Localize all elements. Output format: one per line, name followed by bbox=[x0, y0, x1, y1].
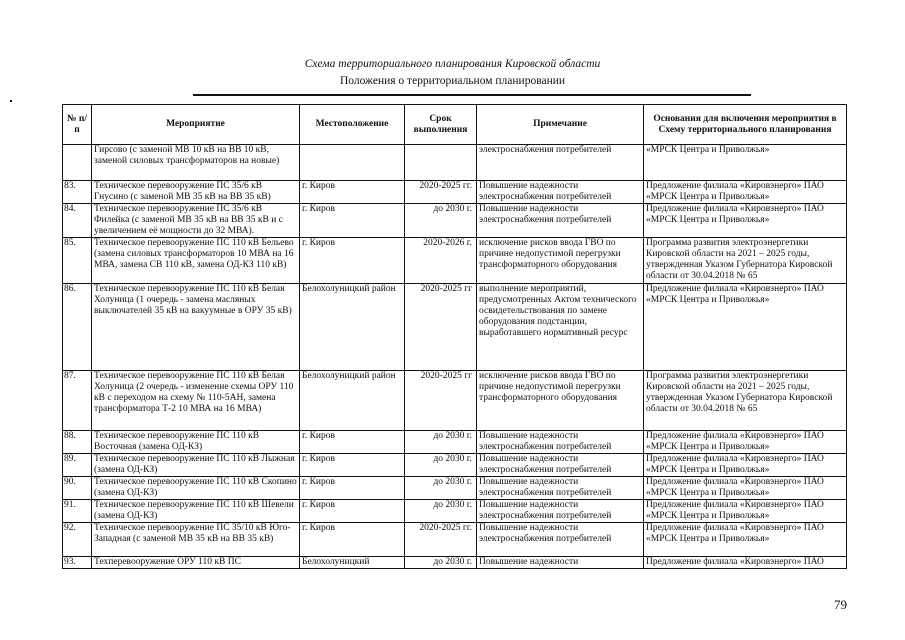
cell-note: Повышение надежности электроснабжения потребителей bbox=[477, 454, 644, 477]
cell-num: 93. bbox=[63, 557, 92, 569]
cell-term: до 2030 г. bbox=[405, 454, 477, 477]
cell-note: Повышение надежности электроснабжения потребителей bbox=[477, 431, 644, 454]
col-header-term: Срок выполнения bbox=[405, 105, 477, 145]
cell-event: Техническое перевооружение ПС 110 кВ Восточная (замена ОД-КЗ) bbox=[92, 431, 300, 454]
cell-term bbox=[405, 145, 477, 181]
cell-basis: Предложение филиала «Кировэнерго» ПАО «МРСК Центра и Приволжья» bbox=[644, 477, 847, 500]
col-header-event: Мероприятие bbox=[92, 105, 300, 145]
cell-basis: Предложение филиала «Кировэнерго» ПАО «МРСК Центра и Приволжья» bbox=[644, 500, 847, 523]
table-body bbox=[63, 145, 847, 569]
document-title: Схема территориального планирования Кировской области bbox=[304, 58, 601, 70]
cell-location: г. Киров bbox=[300, 523, 405, 557]
cell-event: Техперевооружение ОРУ 110 кВ ПС bbox=[92, 557, 300, 569]
cell-basis: Предложение филиала «Кировэнерго» ПАО «МРСК Центра и Приволжья» bbox=[644, 204, 847, 238]
cell-location: г. Киров bbox=[300, 238, 405, 284]
cell-basis: «МРСК Центра и Приволжья» bbox=[644, 145, 847, 181]
cell-note: Повышение надежности электроснабжения потребителей bbox=[477, 477, 644, 500]
table-row bbox=[63, 145, 847, 181]
cell-term: до 2030 г. bbox=[405, 477, 477, 500]
cell-location: г. Киров bbox=[300, 204, 405, 238]
header-rule bbox=[193, 94, 751, 96]
cell-basis: Предложение филиала «Кировэнерго» ПАО «МРСК Центра и Приволжья» bbox=[644, 284, 847, 371]
cell-term: 2020-2026 г. bbox=[405, 238, 477, 284]
cell-num: 90. bbox=[63, 477, 92, 500]
table-row bbox=[63, 284, 847, 371]
cell-num: 89. bbox=[63, 454, 92, 477]
cell-note: Повышение надежности электроснабжения потребителей bbox=[477, 523, 644, 557]
cell-term: 2020-2025 гг bbox=[405, 371, 477, 431]
cell-note: исключение рисков ввода ГВО по причине недопустимой перегрузки трансформаторного оборудования bbox=[477, 238, 644, 284]
cell-location bbox=[300, 145, 405, 181]
cell-note: исключение рисков ввода ГВО по причине недопустимой перегрузки трансформаторного оборудования bbox=[477, 371, 644, 431]
cell-term: до 2030 г. bbox=[405, 557, 477, 569]
cell-term: 2020-2025 гг. bbox=[405, 181, 477, 204]
table-row bbox=[63, 523, 847, 557]
table-row bbox=[63, 371, 847, 431]
table-row bbox=[63, 204, 847, 238]
cell-num: 86. bbox=[63, 284, 92, 371]
table-row bbox=[63, 454, 847, 477]
col-header-basis: Основания для включения мероприятия в Схему территориального планирования bbox=[644, 105, 847, 145]
cell-location: г. Киров bbox=[300, 500, 405, 523]
cell-event: Техническое перевооружение ПС 110 кВ Белая Холуница (1 очередь - замена масляных выключателей 35 кВ на вакуумные в ОРУ 35 кВ) bbox=[92, 284, 300, 371]
cell-term: 2020-2025 гг. bbox=[405, 523, 477, 557]
cell-event: Гирсово (с заменой МВ 10 кВ на ВВ 10 кВ, заменой силовых трансформаторов на новые) bbox=[92, 145, 300, 181]
cell-note: выполнение мероприятий, предусмотренных Актом технического освидетельствования по замене оборудования подстанции, выработавшего нормативный ресурс bbox=[477, 284, 644, 371]
cell-basis: Программа развития электроэнергетики Кировской области на 2021 – 2025 годы, утвержденная Указом Губернатора Кировской области от 30.04.2018 № 65 bbox=[644, 371, 847, 431]
cell-location: г. Киров bbox=[300, 431, 405, 454]
cell-location: г. Киров bbox=[300, 477, 405, 500]
table-row bbox=[63, 477, 847, 500]
cell-basis: Предложение филиала «Кировэнерго» ПАО «МРСК Центра и Приволжья» bbox=[644, 181, 847, 204]
cell-num: 88. bbox=[63, 431, 92, 454]
cell-term: до 2030 г. bbox=[405, 500, 477, 523]
document-subtitle: Положения о территориальном планировании bbox=[339, 75, 566, 87]
cell-note: Повышение надежности электроснабжения потребителей bbox=[477, 181, 644, 204]
cell-basis: Предложение филиала «Кировэнерго» ПАО «МРСК Центра и Приволжья» bbox=[644, 431, 847, 454]
table-row bbox=[63, 238, 847, 284]
cell-location: Белохолуницкий bbox=[300, 557, 405, 569]
table-row bbox=[63, 500, 847, 523]
measures-table bbox=[62, 104, 847, 569]
table-row bbox=[63, 181, 847, 204]
cell-term: до 2030 г. bbox=[405, 204, 477, 238]
table-header-row bbox=[63, 105, 847, 145]
cell-location: г. Киров bbox=[300, 181, 405, 204]
cell-event: Техническое перевооружение ПС 110 кВ Белая Холуница (2 очередь - изменение схемы ОРУ 110 кВ с переходом на схему № 110-5АН, замена трансформатора Т-2 10 МВА на 16 МВА) bbox=[92, 371, 300, 431]
cell-num: 83. bbox=[63, 181, 92, 204]
cell-location: Белохолуницкий район bbox=[300, 371, 405, 431]
cell-event: Техническое перевооружение ПС 110 кВ Шевели (замена ОД-КЗ) bbox=[92, 500, 300, 523]
cell-note: Повышение надежности электроснабжения потребителей bbox=[477, 204, 644, 238]
cell-event: Техническое перевооружение ПС 35/10 кВ Юго-Западная (с заменой МВ 35 кВ на ВВ 35 кВ) bbox=[92, 523, 300, 557]
cell-basis: Программа развития электроэнергетики Кировской области на 2021 – 2025 годы, утвержденная Указом Губернатора Кировской области от 30.04.2018 № 65 bbox=[644, 238, 847, 284]
cell-num: 91. bbox=[63, 500, 92, 523]
cell-num: 85. bbox=[63, 238, 92, 284]
cell-basis: Предложение филиала «Кировэнерго» ПАО «МРСК Центра и Приволжья» bbox=[644, 523, 847, 557]
cell-note: электроснабжения потребителей bbox=[477, 145, 644, 181]
cell-event: Техническое перевооружение ПС 110 кВ Бельево (замена силовых трансформаторов 10 МВА на 16 МВА, замена СВ 110 кВ, замена ОД-КЗ 110 кВ) bbox=[92, 238, 300, 284]
scan-speck bbox=[10, 100, 12, 102]
cell-location: г. Киров bbox=[300, 454, 405, 477]
table-row bbox=[63, 557, 847, 569]
cell-note: Повышение надежности электроснабжения потребителей bbox=[477, 500, 644, 523]
cell-num: 92. bbox=[63, 523, 92, 557]
col-header-location: Местоположение bbox=[300, 105, 405, 145]
col-header-num: № п/п bbox=[63, 105, 92, 145]
cell-term: до 2030 г. bbox=[405, 431, 477, 454]
col-header-note: Примечание bbox=[477, 105, 644, 145]
cell-basis: Предложение филиала «Кировэнерго» ПАО bbox=[644, 557, 847, 569]
cell-event: Техническое перевооружение ПС 35/6 кВ Филейка (с заменой МВ 35 кВ на ВВ 35 кВ и с увеличением её мощности до 32 МВА). bbox=[92, 204, 300, 238]
cell-event: Техническое перевооружение ПС 110 кВ Скопино (замена ОД-КЗ) bbox=[92, 477, 300, 500]
cell-event: Техническое перевооружение ПС 110 кВ Лыжная (замена ОД-КЗ) bbox=[92, 454, 300, 477]
cell-term: 2020-2025 гг bbox=[405, 284, 477, 371]
cell-num: 84. bbox=[63, 204, 92, 238]
cell-note: Повышение надежности bbox=[477, 557, 644, 569]
cell-num bbox=[63, 145, 92, 181]
cell-basis: Предложение филиала «Кировэнерго» ПАО «МРСК Центра и Приволжья» bbox=[644, 454, 847, 477]
table-row bbox=[63, 431, 847, 454]
cell-event: Техническое перевооружение ПС 35/6 кВ Гнусино (с заменой МВ 35 кВ на ВВ 35 кВ) bbox=[92, 181, 300, 204]
cell-num: 87. bbox=[63, 371, 92, 431]
cell-location: Белохолуницкий район bbox=[300, 284, 405, 371]
page-number: 79 bbox=[834, 597, 847, 612]
